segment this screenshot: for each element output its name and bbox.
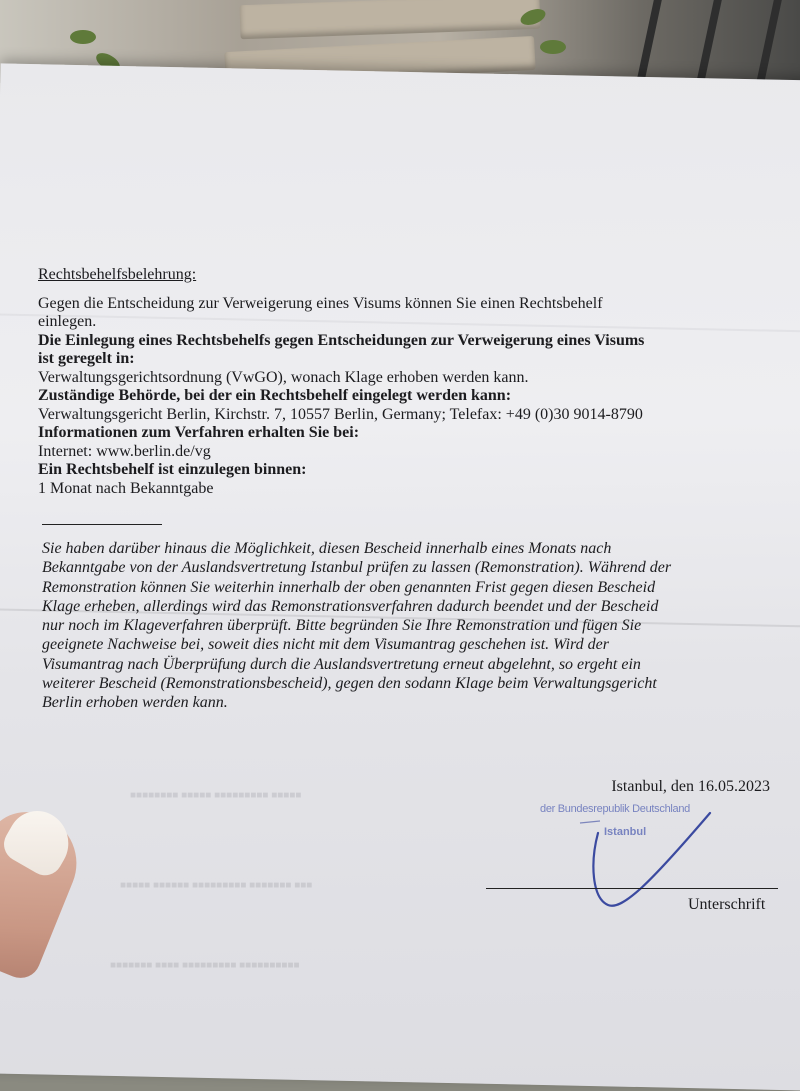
notice-heading: Rechtsbehelfsbelehrung: [38,266,197,283]
section4-title: Ein Rechtsbehelf ist einzulegen binnen: [38,461,307,478]
remonstration-line: Klage erheben, allerdings wird das Remonstrationsverfahren dadurch beendet und der Bescheid [42,597,659,615]
section1-body: Verwaltungsgerichtsordnung (VwGO), wonach Klage erhoben werden kann. [38,368,529,386]
remonstration-line: Berlin erhoben werden kann. [42,694,228,712]
plant-leaf [70,30,96,44]
section3-body: Internet: www.berlin.de/vg [38,442,211,460]
section4-body: 1 Monat nach Bekanntgabe [38,479,214,497]
section3-title: Informationen zum Verfahren erhalten Sie bei: [38,424,360,441]
section1-title-line-1: Die Einlegung eines Rechtsbehelfs gegen Entscheidungen zur Verweigerung eines Visums [38,331,645,349]
show-through-text: ■■■■■ ■■■■■■ ■■■■■■■■■ ■■■■■■■ ■■■ [120,880,313,891]
remonstration-line: Sie haben darüber hinaus die Möglichkeit, diesen Bescheid innerhalb eines Monats nach [42,540,612,557]
intro-line-1: Gegen die Entscheidung zur Verweigerung eines Visums können Sie einen Rechtsbehelf [38,294,603,312]
remonstration-paragraph [42,539,777,713]
section2-title: Zuständige Behörde, bei der ein Rechtsbehelf eingelegt werden kann: [38,387,512,404]
plant-leaf [540,40,566,54]
separator-rule [42,524,162,525]
remonstration-line: Visumantrag nach Überprüfung durch die Auslandsvertretung erneut abgelehnt, so ergeht ein [42,655,641,673]
section2-body: Verwaltungsgericht Berlin, Kirchstr. 7, 10557 Berlin, Germany; Telefax: +49 (0)30 9014-8790 [38,405,643,423]
place-date: Istanbul, den 16.05.2023 [611,778,770,795]
remonstration-line: Remonstration können Sie weiterhin innerhalb der oben genannten Frist gegen diesen Bescheid [42,578,656,596]
wooden-slat [239,0,540,39]
legal-notice [38,266,778,713]
show-through-text: ■■■■■■■ ■■■■ ■■■■■■■■■ ■■■■■■■■■■ [110,960,300,971]
remonstration-line: Bekanntgabe von der Auslandsvertretung Istanbul prüfen zu lassen (Remonstration). Während der [42,559,672,577]
show-through-text: ■■■■■■■■ ■■■■■ ■■■■■■■■■ ■■■■■ [130,790,302,801]
signature-line [486,888,778,889]
section1-title-line-2: ist geregelt in: [38,350,135,367]
stamp-city: Istanbul [604,826,647,838]
remonstration-line: geeignete Nachweise bei, soweit dies nicht mit dem Visumantrag geschehen ist. Wird der [42,636,610,654]
intro-line-2: einlegen. [38,313,97,330]
signature-label: Unterschrift [688,896,766,913]
remonstration-line: nur noch im Klageverfahren überprüft. Bitte begründen Sie Ihre Remonstration und fügen Sie [42,617,642,635]
stamp-text: der Bundesrepublik Deutschland [540,803,690,815]
remonstration-line: weiterer Bescheid (Remonstrationsbescheid), gegen den sodann Klage beim Verwaltungsgericht [42,675,657,693]
